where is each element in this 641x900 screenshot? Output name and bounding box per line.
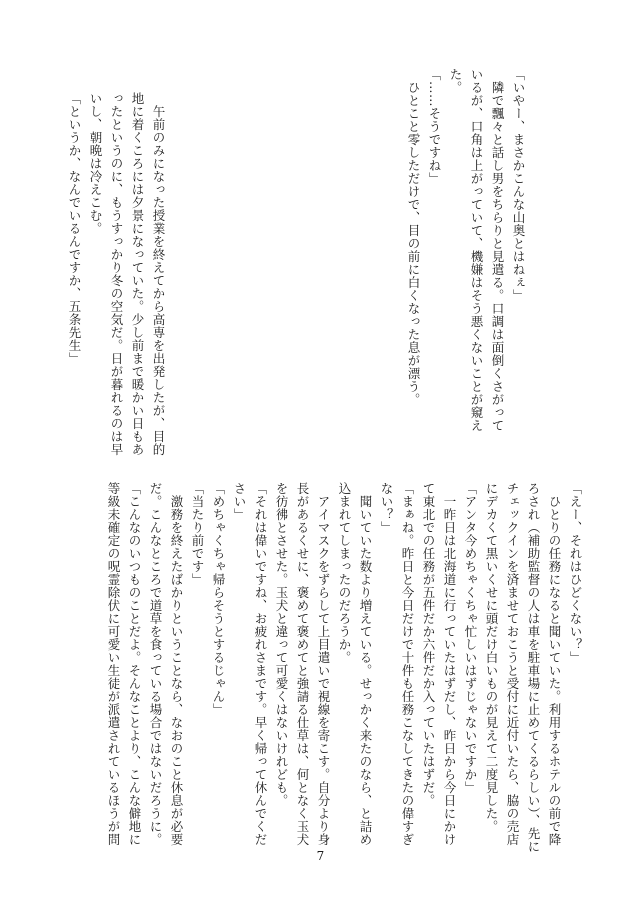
text-line: て東北での任務が五件だか六件だか入っていたはずだ。 (421, 482, 436, 807)
text-line: ない？」 (379, 482, 394, 534)
text-line: 「こんなのいつものことだよ。そんなことより、こんな僻地に (127, 482, 142, 846)
text-line: いるが、口角は上がっていて、機嫌はそう悪くないことが窺え (469, 68, 484, 432)
text-line: を彷彿とさせた。玉犬と違って可愛くはないけれども。 (274, 482, 289, 807)
text-line: 「めちゃくちゃ帰らそうとするじゃん」 (211, 482, 226, 716)
text-line: ひとりの任務になると聞いていた。利用するホテルの前で降 (547, 482, 562, 846)
text-line: ったというのに、もうすっかり冬の空気だ。日が暮れるのは早 (109, 92, 124, 456)
text-line: にデカくて黒いくせに頭だけ白いものが見えて二度見した。 (484, 482, 499, 833)
text-line: 込まれてしまったのだろうか。 (337, 482, 352, 664)
text-line: 長があるくせに、褒めて褒めてと強請る仕草は、何となく玉犬 (295, 482, 310, 846)
text-line: 「当たり前です」 (190, 482, 205, 586)
text-line: 午前のみになった授業を終えてから高専を出発したが、目的 (151, 92, 166, 456)
text-line: 激務を終えたばかりということなら、なおのこと休息が必要 (169, 482, 184, 846)
text-line: 「それは偉いですね、お疲れさまです。早く帰って休んでくだ (253, 482, 268, 846)
text-line: 「えー、それはひどくない？」 (568, 482, 583, 664)
text-line: アイマスクをずらして上目遣いで視線を寄こす。自分より身 (316, 482, 331, 846)
text-line: 隣で飄々と話し男をちらりと見遣る。口調は面倒くさがって (490, 68, 505, 432)
text-line: ひとこと零しただけで、目の前に白くなった息が漂う。 (406, 68, 421, 406)
text-line: 「まぁね。昨日と今日だけで十件も任務こなしてきたの偉すぎ (400, 482, 415, 846)
text-block-bottom (103, 482, 586, 853)
text-line: だ。こんなところで道草を食っている場合ではないだろうに。 (148, 482, 163, 846)
text-line: ろされ（補助監督の人は車を駐車場に止めてくるらしい）、先に (526, 482, 541, 853)
text-line: 等級未確定の呪霊除伏に可愛い生徒が派遣されているほうが問 (106, 482, 121, 846)
text-line: いし、朝晩は冷えこむ。 (88, 92, 103, 235)
page-number: 7 (316, 849, 325, 863)
text-line: チェックインを済ませておこうと受付に近付いたら、脇の売店 (505, 482, 520, 846)
text-line: 「……そうですね」 (427, 68, 442, 185)
text-line: た。 (448, 68, 463, 94)
text-block-top (403, 68, 529, 432)
text-line: 地に着くころには夕景になっていた。少し前まで暖かい日もあ (130, 92, 145, 456)
text-block-middle (64, 92, 169, 456)
text-line: 聞いていた数より増えている。せっかく来たのなら、と詰め (358, 482, 373, 846)
text-line: 「というか、なんでいるんですか、五条先生」 (67, 92, 82, 365)
text-line: さい」 (232, 482, 247, 521)
text-line: 一昨日は北海道に行っていたはずだし、昨日から今日にかけ (442, 482, 457, 846)
text-line: 「アンタ今めちゃくちゃ忙しいはずじゃないですか」 (463, 482, 478, 794)
text-line: 「いやー、まさかこんな山奥とはねぇ」 (511, 68, 526, 302)
